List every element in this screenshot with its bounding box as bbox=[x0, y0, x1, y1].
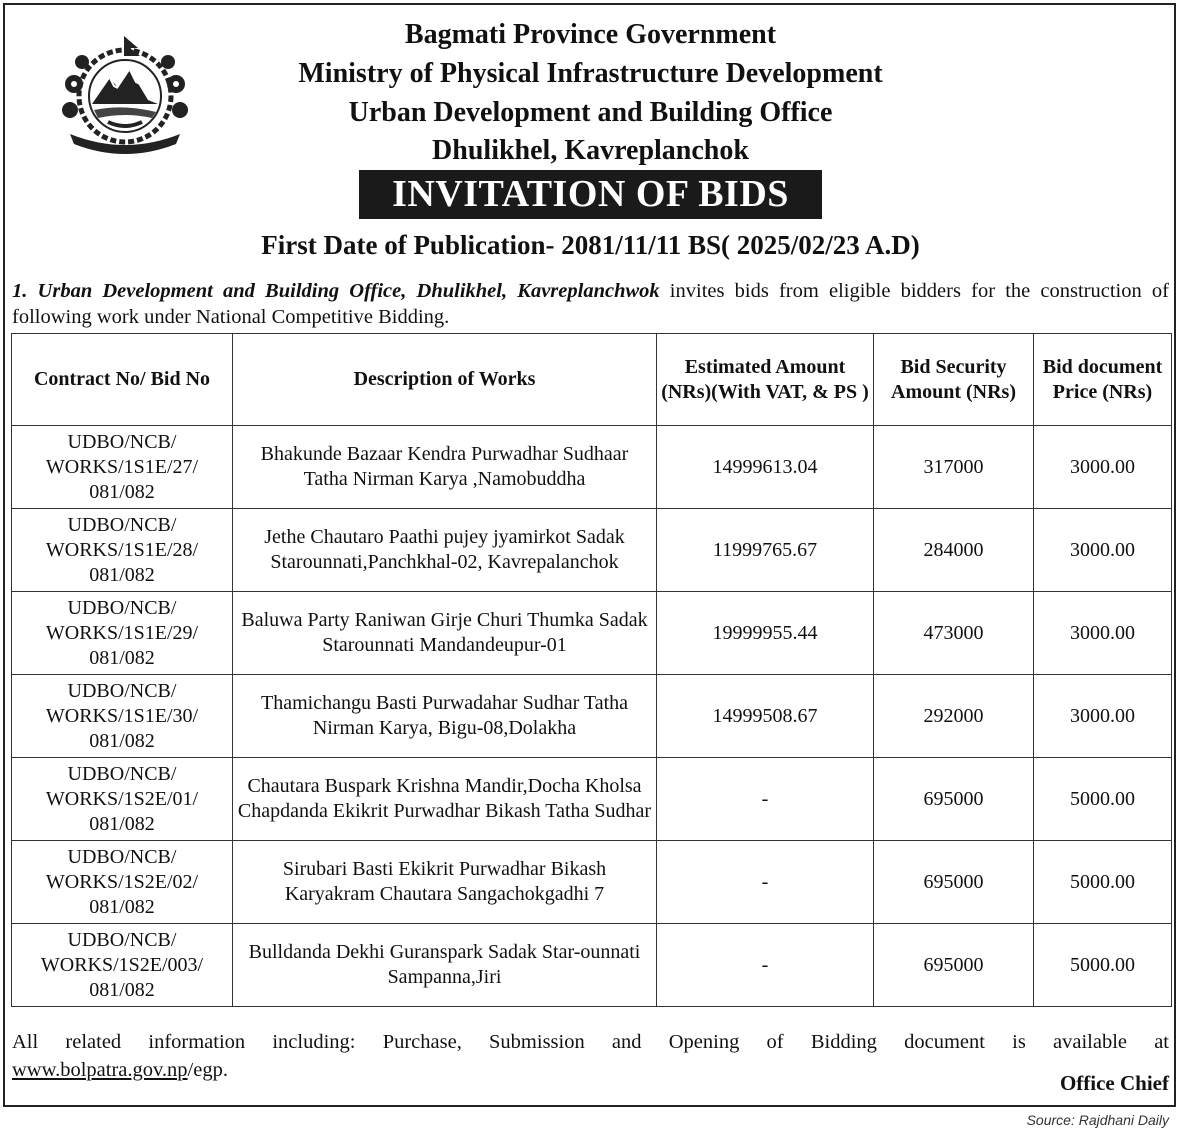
table-row bbox=[12, 426, 1172, 509]
footer-url-suffix: /egp. bbox=[187, 1059, 228, 1081]
description-cell: Chautara Buspark Krishna Mandir,Docha Kholsa Chapdanda Ekikrit Purwadhar Bikash Tatha Sudhar bbox=[233, 758, 657, 841]
description-cell: Jethe Chautaro Paathi pujey jyamirkot Sadak Starounnati,Panchkhal-02, Kavrepalanchok bbox=[233, 509, 657, 592]
bid-security-cell: 284000 bbox=[874, 509, 1034, 592]
intro-lead: 1. Urban Development and Building Office, Dhulikhel, Kavreplanchwok bbox=[12, 280, 660, 302]
estimated-amount-cell: 14999508.67 bbox=[657, 675, 874, 758]
publication-date: First Date of Publication- 2081/11/11 BS( 2025/02/23 A.D) bbox=[261, 230, 920, 260]
header-document-price: Bid document Price (NRs) bbox=[1034, 334, 1172, 426]
document-price-cell: 3000.00 bbox=[1034, 592, 1172, 675]
table-row bbox=[12, 509, 1172, 592]
contract-no-cell: UDBO/NCB/ WORKS/1S1E/30/ 081/082 bbox=[12, 675, 233, 758]
header-estimated-amount: Estimated Amount (NRs)(With VAT, & PS ) bbox=[657, 334, 874, 426]
contract-no-cell: UDBO/NCB/ WORKS/1S1E/28/ 081/082 bbox=[12, 509, 233, 592]
estimated-amount-cell: - bbox=[657, 841, 874, 924]
bolpatra-link[interactable]: www.bolpatra.gov.np bbox=[12, 1059, 188, 1081]
description-cell: Sirubari Basti Ekikrit Purwadhar Bikash Karyakram Chautara Sangachokgadhi 7 bbox=[233, 841, 657, 924]
description-cell: Bhakunde Bazaar Kendra Purwadhar Sudhaar Tatha Nirman Karya ,Namobuddha bbox=[233, 426, 657, 509]
bid-security-cell: 317000 bbox=[874, 426, 1034, 509]
estimated-amount-cell: 14999613.04 bbox=[657, 426, 874, 509]
document-price-cell: 5000.00 bbox=[1034, 758, 1172, 841]
office-location: Dhulikhel, Kavreplanchok bbox=[432, 135, 749, 166]
document-price-cell: 3000.00 bbox=[1034, 426, 1172, 509]
bid-security-cell: 292000 bbox=[874, 675, 1034, 758]
table-row bbox=[12, 924, 1172, 1007]
contract-no-cell: UDBO/NCB/ WORKS/1S2E/003/ 081/082 bbox=[12, 924, 233, 1007]
table-row bbox=[12, 758, 1172, 841]
header-contract-no: Contract No/ Bid No bbox=[12, 334, 233, 426]
document-price-cell: 5000.00 bbox=[1034, 924, 1172, 1007]
document-price-cell: 3000.00 bbox=[1034, 509, 1172, 592]
estimated-amount-cell: 19999955.44 bbox=[657, 592, 874, 675]
contract-no-cell: UDBO/NCB/ WORKS/1S1E/27/ 081/082 bbox=[12, 426, 233, 509]
description-cell: Baluwa Party Raniwan Girje Churi Thumka Sadak Starounnati Mandandeupur-01 bbox=[233, 592, 657, 675]
description-cell: Bulldanda Dekhi Guranspark Sadak Star-ounnati Sampanna,Jiri bbox=[233, 924, 657, 1007]
ministry-name: Ministry of Physical Infrastructure Development bbox=[298, 58, 883, 89]
contract-no-cell: UDBO/NCB/ WORKS/1S1E/29/ 081/082 bbox=[12, 592, 233, 675]
intro-paragraph bbox=[12, 278, 1169, 330]
footer-text: All related information including: Purchase, Submission and Opening of Bidding document is available at bbox=[12, 1031, 1169, 1053]
document-price-cell: 3000.00 bbox=[1034, 675, 1172, 758]
bid-security-cell: 473000 bbox=[874, 592, 1034, 675]
footer-paragraph bbox=[12, 1028, 1169, 1084]
header-bid-security: Bid Security Amount (NRs) bbox=[874, 334, 1034, 426]
intro-text: invites bids from eligible bidders for the construction of following work under National Competitive Bidding. bbox=[12, 280, 1169, 328]
table-row bbox=[12, 675, 1172, 758]
estimated-amount-cell: - bbox=[657, 924, 874, 1007]
bid-security-cell: 695000 bbox=[874, 924, 1034, 1007]
source-credit: Source: Rajdhani Daily bbox=[1026, 1112, 1169, 1128]
bid-security-cell: 695000 bbox=[874, 841, 1034, 924]
table-row bbox=[12, 592, 1172, 675]
signature-office-chief: Office Chief bbox=[1059, 1071, 1169, 1095]
table-header-row bbox=[12, 334, 1172, 426]
description-cell: Thamichangu Basti Purwadahar Sudhar Tatha Nirman Karya, Bigu-08,Dolakha bbox=[233, 675, 657, 758]
estimated-amount-cell: 11999765.67 bbox=[657, 509, 874, 592]
document-price-cell: 5000.00 bbox=[1034, 841, 1172, 924]
contract-no-cell: UDBO/NCB/ WORKS/1S2E/02/ 081/082 bbox=[12, 841, 233, 924]
government-name: Bagmati Province Government bbox=[404, 19, 777, 50]
contract-no-cell: UDBO/NCB/ WORKS/1S2E/01/ 081/082 bbox=[12, 758, 233, 841]
bid-security-cell: 695000 bbox=[874, 758, 1034, 841]
table-row bbox=[12, 841, 1172, 924]
bids-table bbox=[11, 333, 1172, 1007]
header-description: Description of Works bbox=[233, 334, 657, 426]
office-name: Urban Development and Building Office bbox=[348, 97, 833, 128]
estimated-amount-cell: - bbox=[657, 758, 874, 841]
notice-title-banner: INVITATION OF BIDS bbox=[359, 170, 822, 219]
